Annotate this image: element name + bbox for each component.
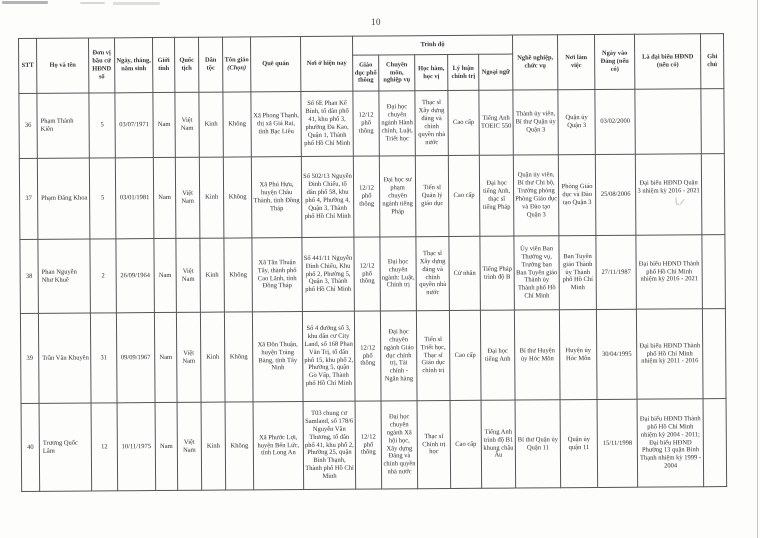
cell-hometown: Xã Phú Hựu, huyện Châu Thành, tỉnh Đồng Tháp [251,157,302,238]
cell-language: Tiếng Anh TOEIC 550 [479,90,514,155]
col-header-language: Ngoại ngữ [479,54,513,90]
cell-ethnicity: Kinh [201,402,226,490]
cell-unit: 31 [90,313,117,403]
page-number: 10 [371,17,381,27]
cell-gender: Nam [154,238,177,312]
cell-name: Trần Văn Khuyên [38,313,91,403]
cell-ethnicity: Kinh [199,92,223,157]
cell-religion: Không [224,238,253,312]
col-header-edu: Giáo dục phổ thông [353,55,379,91]
scan-artifact [113,2,160,5]
cell-occupation: Ủy viên Ban Thường vụ, Trưởng ban Ban Tuyên giáo Thành ủy Thành phố Hồ Chí Minh [514,236,560,310]
cell-stt: 39 [20,313,39,403]
cell-unit: 12 [91,403,118,491]
delegates-table-sheet [18,33,727,492]
cell-notes [703,399,727,487]
cell-occupation: Quận ủy viên, Bí thư Chi bộ, Trưởng phòng Phòng Giáo dục và Đào tạo Quận 3 [513,155,559,236]
cell-political: Cử nhân [449,236,481,310]
cell-unit: 5 [89,93,115,158]
cell-nationality: Việt Nam [175,157,200,238]
cell-name: Phan Nguyễn Như Khuê [38,239,91,313]
cell-religion: Không [223,92,251,157]
cell-workplace: Huyện ủy Hóc Môn [559,309,597,399]
table-row [20,235,726,314]
col-header-qualification-group: Trình độ [352,35,512,55]
cell-notes [702,309,726,399]
cell-nationality: Việt Nam [176,238,201,312]
cell-name: Phạm Thành Kiên [37,93,89,158]
cell-unit: 5 [89,158,116,239]
cell-nationality: Việt Nam [177,402,202,490]
cell-party-date: 27/11/1987 [596,235,637,309]
cell-professional: Đại học chuyên ngành Giáo dục chính trị, Tài chính - Ngân hàng [380,311,417,401]
cell-edu: 12/12 phổ thông [354,237,381,311]
cell-language: Tiếng Anh trình độ B1 khung châu Âu [481,400,516,488]
cell-religion: Không [224,312,253,402]
col-header-hometown: Quê quán [250,37,300,92]
cell-workplace: Ban Tuyên giáo Thành ủy Thành phố Hồ Chí Minh [559,235,597,309]
cell-delegate: Đại biểu HĐND Thành phố Hồ Chí Minh nhiệm kỳ 2016 - 2021 [636,235,703,309]
cell-language: Đại học tiếng Anh [480,310,515,400]
cell-dob: 03/01/1981 [115,158,154,239]
cell-degree: Tiến sĩ Triết học, Thạc sĩ Giáo dục chính trị [416,310,450,400]
cell-dob: 26/09/1964 [116,239,155,313]
cell-nationality: Việt Nam [175,92,199,157]
cell-degree: Thạc sĩ Chính trị học [417,400,451,488]
cell-residence: Số 441/11 Nguyễn Đình Chiểu, Khu phố 2, Phường 5, Quận 3, Thành phố Hồ Chí Minh [302,237,355,311]
cell-edu: 12/12 phổ thông [353,156,380,237]
cell-stt: 38 [20,239,39,313]
cell-degree: Thạc sĩ Xây dựng đảng và chính quyền nhà nước [416,236,450,310]
cell-residence: Số 502/13 Nguyễn Đình Chiểu, tổ dân phố 58, khu phố 4, Phường 4, Quận 3, Thành phố Hồ Chí Minh [301,156,354,237]
cell-degree: Thạc sĩ Xây dựng đảng và chính quyền nhà nước [415,91,448,156]
cell-hometown: Xã Đôn Thuận, huyện Trảng Bàng, tỉnh Tây Ninh [252,312,303,402]
cell-edu: 12/12 phổ thông [353,91,379,156]
table-body [19,89,727,492]
cell-professional: Đại học chuyên ngành Hành chính, Luật, Triết học [379,91,415,156]
cell-workplace: Quận ủy quận 11 [560,399,598,487]
cell-language: Tiếng Pháp trình độ B [480,236,515,310]
cell-political: Cao cấp [450,400,482,488]
cell-political: Cao cấp [448,155,480,236]
col-header-degree: Học hàm, học vị [415,55,448,91]
cell-stt: 37 [19,158,38,239]
col-header-delegate: Là đại biểu HĐND (nếu có) [635,34,701,89]
cell-occupation: Bí thư Huyện ủy Hóc Môn [514,310,560,400]
cell-name: Trương Quốc Lâm [39,403,92,491]
cell-hometown: Xã Tân Thuận Tây, thành phố Cao Lãnh, tỉnh Đồng Tháp [252,238,303,312]
table-header [19,34,724,94]
col-header-name: Họ và tên [37,38,89,93]
cell-residence: Số 4 đường số 3, khu dân cư City Land, số 168 Phan Văn Trị, tổ dân phố 15, khu phố 2, Phường 5, quận Gò Vấp, Thành phố Hồ Chí Minh [302,311,355,401]
cell-religion: Không [223,157,252,238]
cell-notes [702,235,726,309]
col-header-religion-label: Tôn giáo [224,56,249,64]
col-header-political: Lý luận chính trị [448,54,479,90]
delegates-table [18,33,727,492]
cell-delegate: Đại biểu HĐND Thành phố Hồ Chí Minh nhiệm kỳ 2011 - 2016 [636,309,703,399]
cell-hometown: Xã Phước Lợi, huyện Bến Lức, tỉnh Long An [253,402,304,490]
col-header-religion [222,37,250,92]
cell-nationality: Việt Nam [176,312,201,402]
cell-workplace: Phòng Giáo dục và Đào tạo Quận 3 [558,154,596,235]
cell-notes [701,154,725,235]
handwritten-mark [674,197,686,207]
cell-party-date: 03/02/2000 [595,89,635,154]
cell-gender: Nam [153,92,175,157]
cell-edu: 12/12 phổ thông [355,401,382,489]
page-edge-line [757,0,758,538]
col-header-dob: Ngày, tháng, năm sinh [115,38,153,93]
cell-stt: 36 [19,93,37,158]
cell-residence: T03 chung cư Samland, số 178/6 Nguyễn Văn Thương, tổ dân phố 41, khu phố 2, Phường 25, quận Bình Thạnh, Thành phố Hồ Chí Minh [303,401,356,489]
col-header-religion-note: (Chọn) [227,64,247,72]
col-header-nationality: Quốc tịch [174,37,198,92]
cell-notes [701,89,724,154]
cell-religion: Không [225,402,254,490]
cell-language: Đại học tiếng Anh, thạc sĩ tiếng Pháp [479,155,514,236]
cell-name: Phạm Đăng Khoa [37,158,90,239]
col-header-occupation: Nghề nghiệp, chức vụ [513,35,558,90]
cell-party-date: 15/11/1998 [597,399,638,487]
scan-artifact [2,1,48,4]
col-header-workplace: Nơi làm việc [558,34,595,89]
cell-residence: Số 6E Phan Kế Bính, tổ dân phố 41, khu phố 3, phường Đa Kao, Quận 1, Thành phố Hồ Chí Minh [301,91,353,156]
cell-professional: Đại học sư phạm chuyên ngành tiếng Pháp [379,156,416,237]
cell-gender: Nam [153,157,176,238]
cell-dob: 03/07/1971 [115,93,153,158]
cell-dob: 09/09/1967 [116,313,155,403]
cell-stt: 40 [21,403,40,491]
cell-ethnicity: Kinh [200,238,225,312]
cell-political: Cao cấp [448,90,479,155]
cell-professional: Đại học chuyên ngành: Luật, Chính trị [380,237,417,311]
table-row [21,399,727,492]
col-header-notes: Ghi chú [701,34,724,89]
cell-party-date: 25/08/2006 [595,154,636,235]
cell-gender: Nam [154,312,177,402]
cell-workplace: Quận ủy Quận 3 [558,89,595,154]
cell-hometown: Xã Phong Thạnh, thị xã Giá Rai, tỉnh Bạc Liêu [251,92,301,157]
cell-degree: Tiến sĩ Quản lý giáo dục [415,155,449,236]
col-header-unit: Đơn vị bầu cử HĐND số [89,38,115,93]
col-header-professional: Chuyên môn, nghiệp vụ [379,55,415,91]
cell-occupation: Thành ủy viên, Bí thư Quận ủy Quận 3 [513,90,558,155]
table-row [19,154,725,240]
scan-artifact [80,2,105,4]
col-header-stt: STT [19,38,37,93]
cell-dob: 10/11/1975 [117,403,156,491]
table-row [20,309,726,404]
cell-ethnicity: Kinh [199,157,224,238]
col-header-party-date: Ngày vào Đảng (nếu có) [595,34,635,89]
cell-gender: Nam [155,402,178,490]
cell-occupation: Bí thư Quận ủy Quận 11 [515,400,561,488]
cell-political: Cao cấp [449,310,481,400]
cell-delegate: Đại biểu HĐND Quận 3 nhiệm kỳ 2016 - 2021 [635,154,702,235]
cell-unit: 2 [90,239,117,313]
cell-delegate: Đại biểu HĐND Thành phố Hồ Chí Minh nhiệm kỳ 2004 - 2011; Đại biểu HĐND Phường 13 quận Bình Thạnh nhiệm kỳ 1999 - 2004 [637,399,704,487]
col-header-residence: Nơi ở hiện nay [300,36,352,91]
col-header-ethnicity: Dân tộc [198,37,222,92]
cell-edu: 12/12 phổ thông [354,311,381,401]
cell-delegate [635,89,701,154]
col-header-gender: Giới tính [153,37,175,92]
cell-professional: Đại học chuyên ngành Xã hội học, Xây dựng Đảng và chính quyền nhà nước [381,401,418,489]
cell-ethnicity: Kinh [200,312,225,402]
table-row [19,89,724,159]
cell-party-date: 30/04/1995 [596,309,637,399]
